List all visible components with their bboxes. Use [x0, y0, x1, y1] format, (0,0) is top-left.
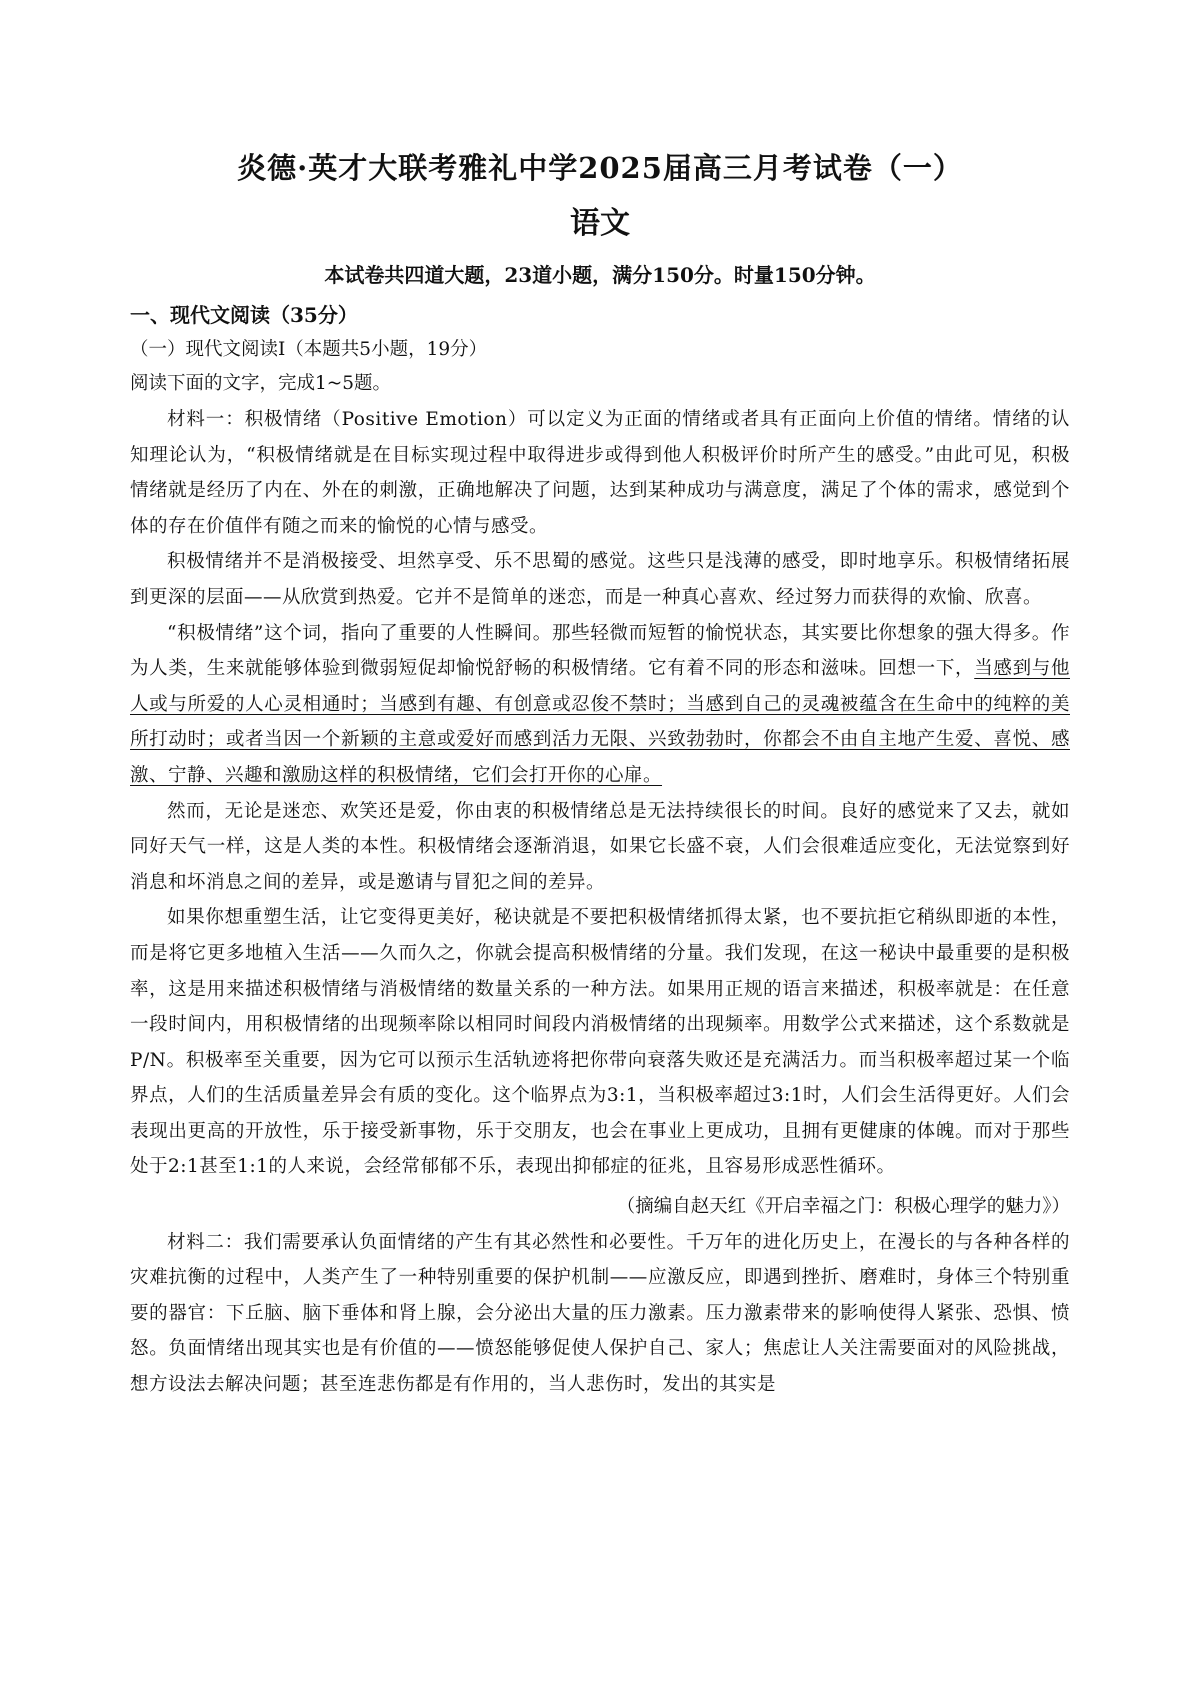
material1-paragraph-1: 材料一：积极情绪（Positive Emotion）可以定义为正面的情绪或者具有正面向上价值的情绪。情绪的认知理论认为，“积极情绪就是在目标实现过程中取得进步或得到他人积极评价时所产生的感受。”由此可见，积极情绪就是经历了内在、外在的刺激，正确地解决了问题，达到某种成功与满意度，满足了个体的需求，感觉到个体的存在价值伴有随之而来的愉悦的心情与感受。: [130, 409, 1070, 537]
sub-heading: （一）现代文阅读Ⅰ（本题共5小题，19分）: [130, 339, 488, 360]
exam-summary: 本试卷共四道大题，23道小题，满分150分。时量150分钟。: [324, 263, 876, 287]
exam-title: 炎德·英才大联考雅礼中学2025届高三月考试卷（一）: [237, 151, 963, 185]
material1-source: （摘编自赵天红《开启幸福之门：积极心理学的魅力》）: [616, 1196, 1070, 1218]
subject-title: 语文: [570, 206, 630, 241]
material1-paragraph-3: [130, 616, 1070, 794]
reading-instruction: 阅读下面的文字，完成1~5题。: [130, 373, 392, 394]
material2-paragraph-1: 材料二：我们需要承认负面情绪的产生有其必然性和必要性。千万年的进化历史上，在漫长的与各种各样的灾难抗衡的过程中，人类产生了一种特别重要的保护机制——应激反应，即遇到挫折、磨难时，身体三个特别重要的器官：下丘脑、脑下垂体和肾上腺，会分泌出大量的压力激素。压力激素带来的影响使得人紧张、恐惧、愤怒。负面情绪出现其实也是有价值的——愤怒能够促使人保护自己、家人；焦虑让人关注需要面对的风险挑战，想方设法去解决问题；甚至连悲伤都是有作用的，当人悲伤时，发出的其实是: [130, 1231, 1070, 1396]
material1-paragraph-4: 然而，无论是迷恋、欢笑还是爱，你由衷的积极情绪总是无法持续很长的时间。良好的感觉来了又去，就如同好天气一样，这是人类的本性。积极情绪会逐渐消退，如果它长盛不衰，人们会很难适应变化，无法觉察到好消息和坏消息之间的差异，或是邀请与冒犯之间的差异。: [130, 800, 1070, 893]
material1-paragraph-2: 积极情绪并不是消极接受、坦然享受、乐不思蜀的感觉。这些只是浅薄的感受，即时地享乐。积极情绪拓展到更深的层面——从欣赏到热爱。它并不是简单的迷恋，而是一种真心喜欢、经过努力而获得的欢愉、欣喜。: [130, 551, 1070, 608]
section-heading: 一、现代文阅读（35分）: [130, 303, 358, 327]
underlined-passage: 当感到与他人或与所爱的人心灵相通时；当感到有趣、有创意或忍俊不禁时；当感到自己的灵魂被蕴含在生命中的纯粹的美所打动时；或者当因一个新颖的主意或爱好而感到活力无限、兴致勃勃时，你都会不由自主地产生爱、喜悦、感激、宁静、兴趣和激励这样的积极情绪，它们会打开你的心扉。: [130, 658, 1070, 786]
material1-paragraph-5: 如果你想重塑生活，让它变得更美好，秘诀就是不要把积极情绪抓得太紧，也不要抗拒它稍纵即逝的本性，而是将它更多地植入生活——久而久之，你就会提高积极情绪的分量。我们发现，在这一秘诀中最重要的是积极率，这是用来描述积极情绪与消极情绪的数量关系的一种方法。如果用正规的语言来描述，积极率就是：在任意一段时间内，用积极情绪的出现频率除以相同时间段内消极情绪的出现频率。用数学公式来描述，这个系数就是P/N。积极率至关重要，因为它可以预示生活轨迹将把你带向衰落失败还是充满活力。而当积极率超过某一个临界点，人们的生活质量差异会有质的变化。这个临界点为3:1，当积极率超过3:1时，人们会生活得更好。人们会表现出更高的开放性，乐于接受新事物，乐于交朋友，也会在事业上更成功，且拥有更健康的体魄。而对于那些处于2:1甚至1:1的人来说，会经常郁郁不乐，表现出抑郁症的征兆，且容易形成恶性循环。: [130, 907, 1070, 1178]
paragraph-3-lead: “积极情绪”这个词，指向了重要的人性瞬间。那些轻微而短暂的愉悦状态，其实要比你想象的强大得多。作为人类，生来就能够体验到微弱短促却愉悦舒畅的积极情绪。它有着不同的形态和滋味。回想一下，: [130, 622, 1070, 680]
